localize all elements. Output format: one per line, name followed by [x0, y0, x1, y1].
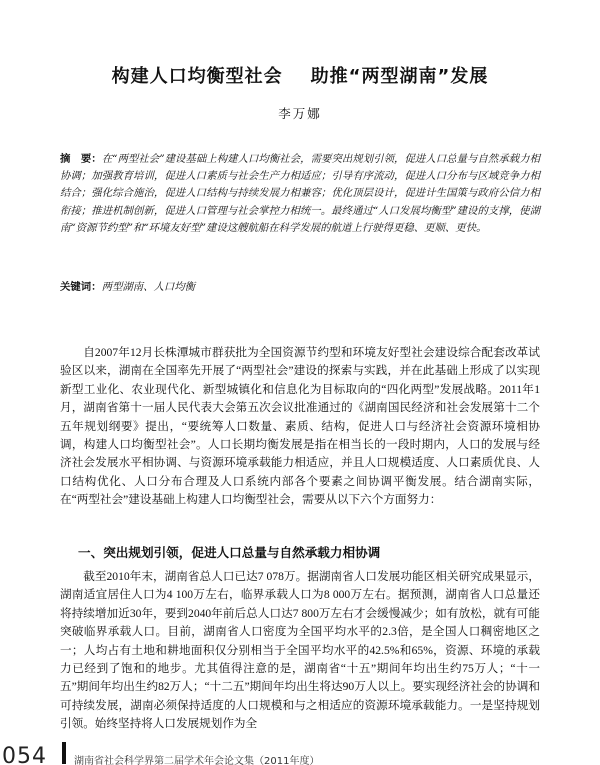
running-title: 湖南省社会科学界第二届学术年会论文集（2011年度） — [74, 756, 320, 765]
footer-divider-bar — [62, 742, 66, 764]
article-title-part-1: 构建人口均衡型社会 — [111, 66, 283, 87]
intro-paragraph: 自2007年12月长株潭城市群获批为全国资源节约型和环境友好型社会建设综合配套改革试验区以来，湖南在全国率先开展了“两型社会”建设的探索与实践，并在此基础上形成了以实现新型工业化、农业现代化、新型城镇化和信息化为目标取向的“四化两型”发展战略。2011年1月，湖南省第十一届人民代表大会第五次会议批准通过的《湖南国民经济和社会发展第十二个五年规划纲要》提出，“要统筹人口数量、素质、结构，促进人口与经济社会资源环境相协调，构建人口均衡型社会”。人口长期均衡发展是指在相当长的一段时期内，人口的发展与经济社会发展水平相协调、与资源环境承载能力相适应，并且人口规模适度、人口素质优良、人口结构优化、人口分布合理及人口系统内部各个要素之间协调平衡发展。结合湖南实际，在“两型社会”建设基础上构建人口均衡型社会，需要从以下六个方面努力： — [60, 346, 540, 507]
article-title — [0, 62, 600, 88]
abstract-label: 摘 要： — [60, 153, 102, 165]
page-number: 054 — [2, 744, 47, 765]
abstract — [60, 151, 540, 237]
article-title-part-2: 助推“两型湖南”发展 — [310, 66, 489, 87]
section-1-heading: 一、突出规划引领，促进人口总量与自然承载力相协调 — [78, 545, 381, 560]
keywords-text: 两型湖南、人口均衡 — [101, 281, 196, 293]
section-1-paragraph: 截至2010年末，湖南省总人口已达7 078万。据湖南省人口发展功能区相关研究成果显示，湖南适宜居住人口为4 100万左右，临界承载人口为8 000万左右。据预测，湖南省人口总量还将持续增加近30年，要到2040年前后总人口达7 800万左右才会缓慢减少；如有放松，就有可能突破临界承载人口。目前，湖南省人口密度为全国平均水平的2.3倍，是全国人口稠密地区之一；人均占有土地和耕地面积仅分别相当于全国平均水平的42.5%和65%，资源、环境的承载力已经到了饱和的地步。尤其值得注意的是，湖南省“十五”期间年均出生约75万人；“十一五”期间年均出生约82万人；“十二五”期间年均出生将达90万人以上。要实现经济社会的协调和可持续发展，湖南必须保持适度的人口规模和与之相适应的资源环境承载能力。一是坚持规划引领。始终坚持将人口发展规划作为全 — [60, 570, 540, 731]
keywords-label: 关键词： — [60, 281, 102, 293]
abstract-text: 在“两型社会”建设基础上构建人口均衡社会，需要突出规划引领，促进人口总量与自然承载力相协调；加强教育培训，促进人口素质与社会生产力相适应；引导有序流动，促进人口分布与区域竞争力相结合；强化综合施治，促进人口结构与持续发展力相兼容；优化顶层设计，促进计生国策与政府公信力相衔接；推进机制创新，促进人口管理与社会掌控力相统一。最终通过“人口发展均衡型”建设的支撑，使湖南“资源节约型”和“环境友好型”建设这艘航船在科学发展的航道上行驶得更稳、更顺、更快。 — [60, 153, 540, 234]
author-name: 李万娜 — [278, 106, 322, 121]
keywords — [60, 278, 540, 293]
page-footer — [0, 738, 600, 765]
